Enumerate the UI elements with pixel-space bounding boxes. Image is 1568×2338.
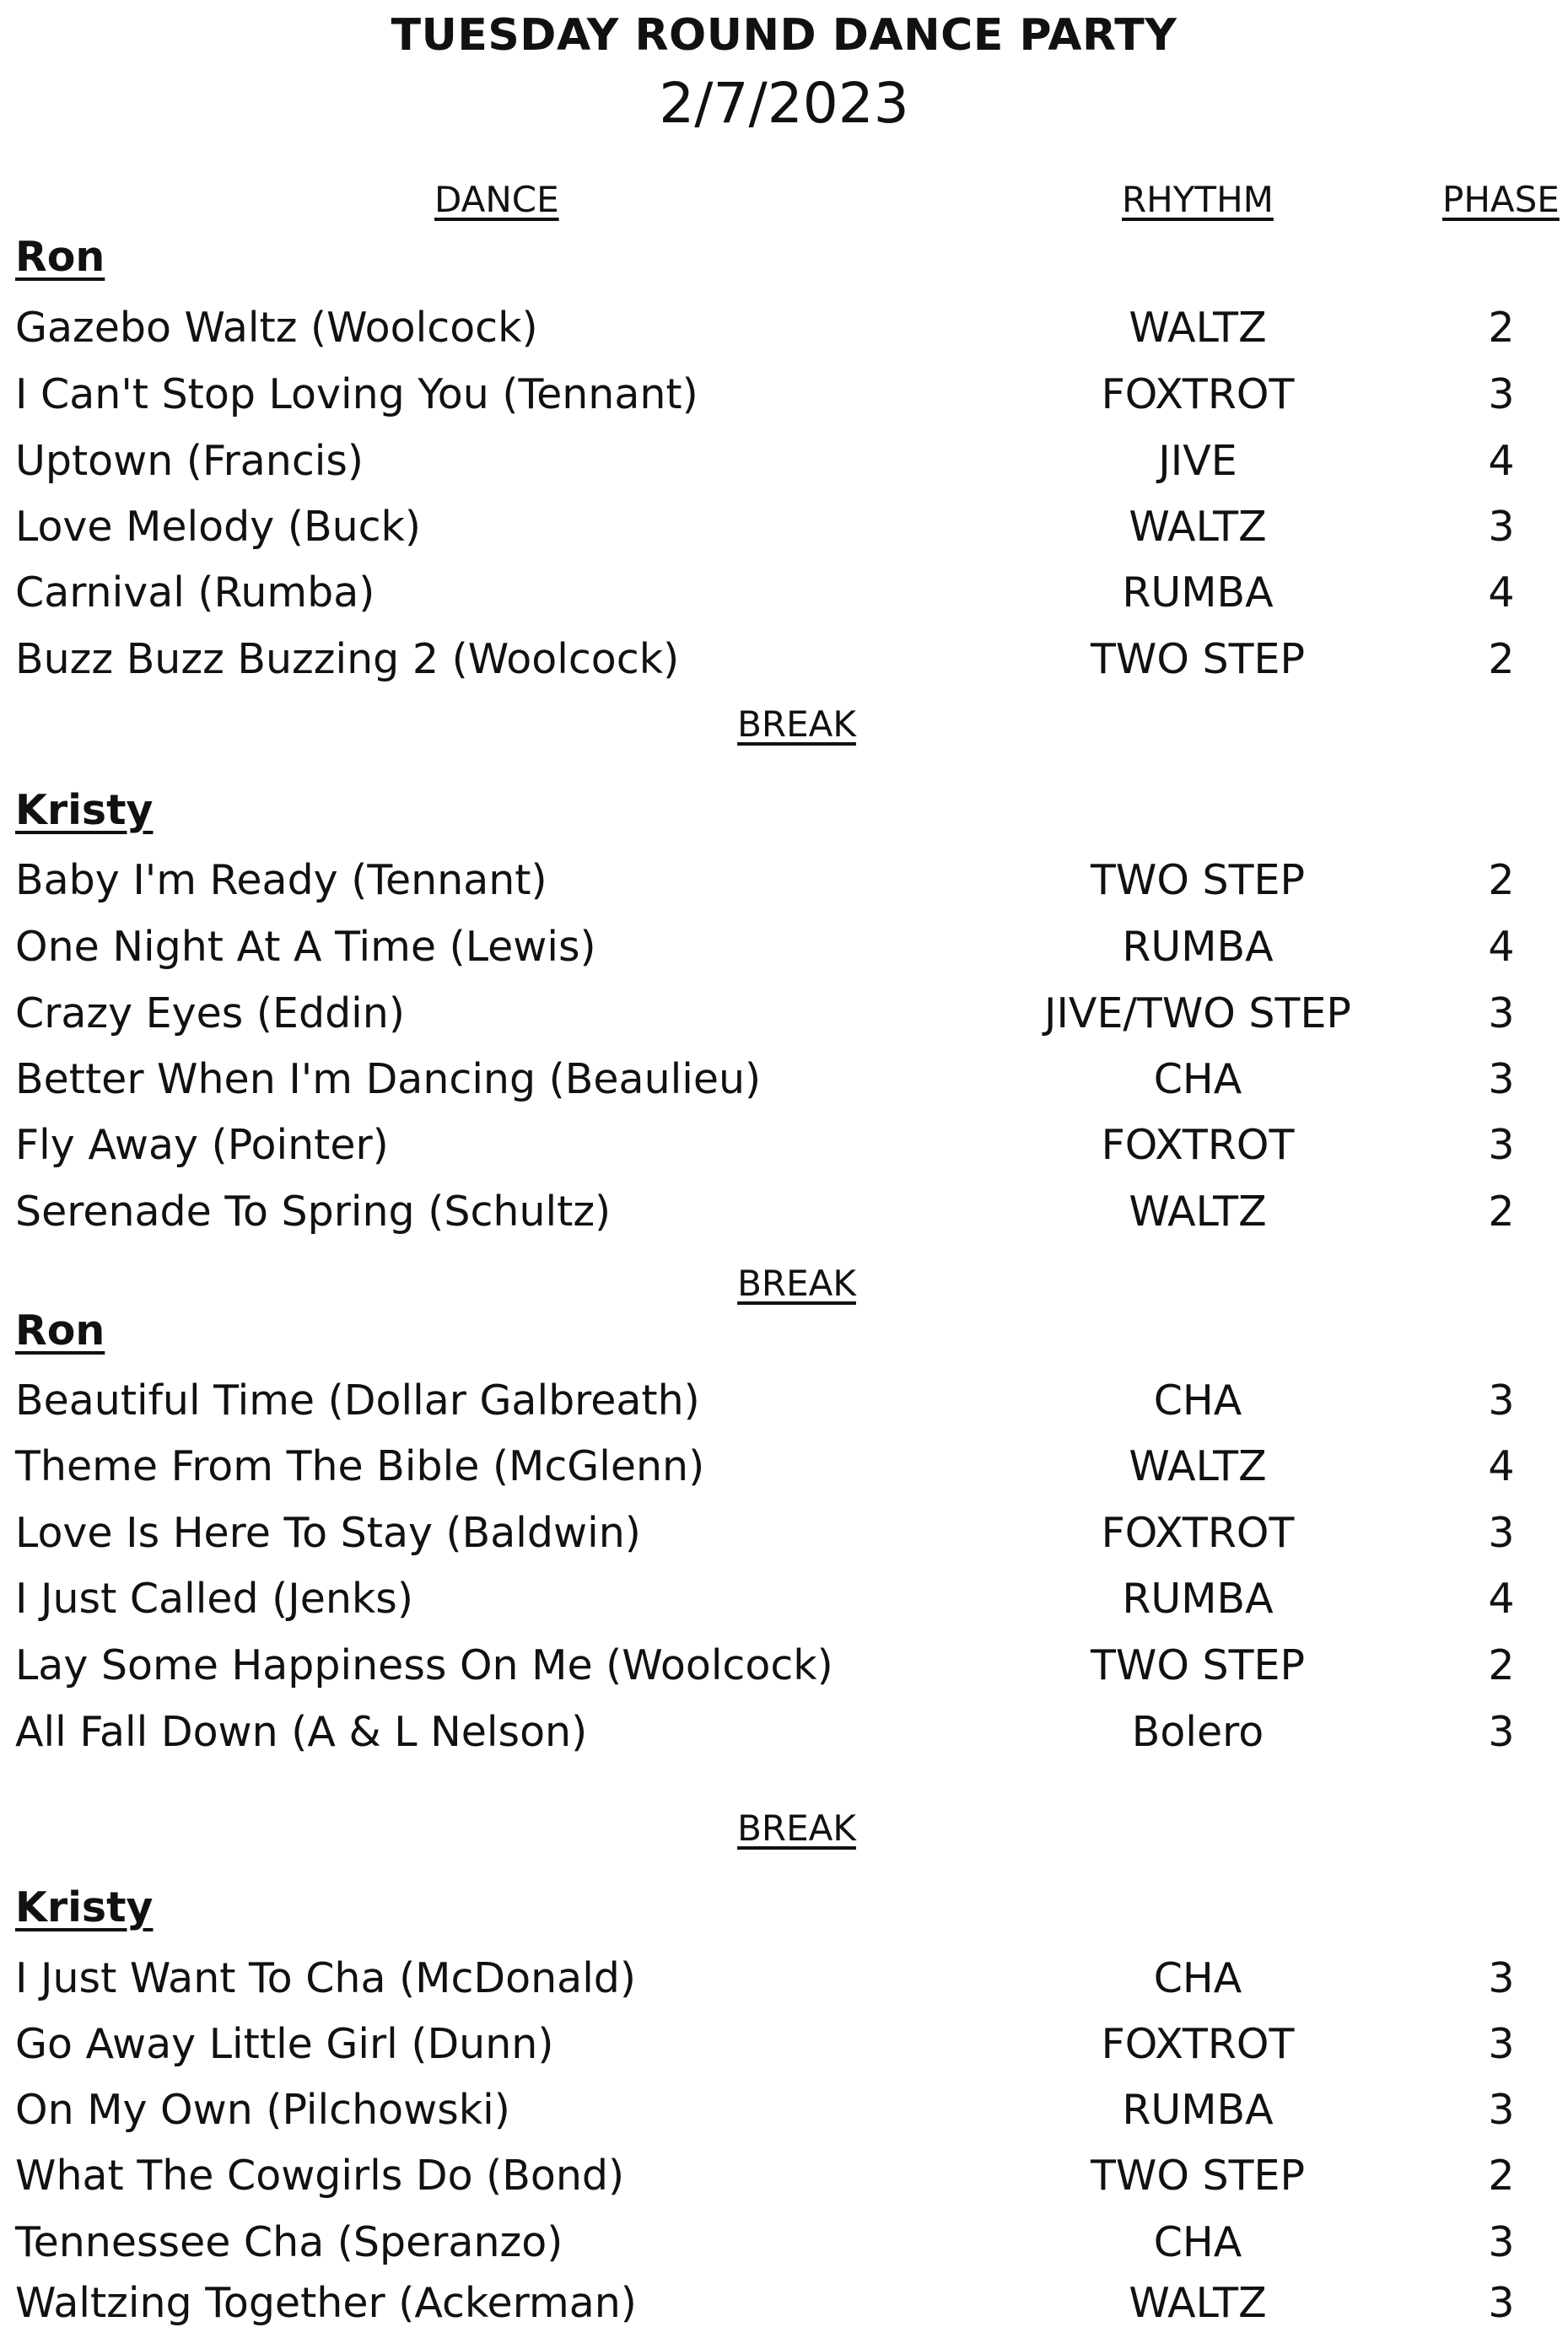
dance-rhythm: WALTZ	[1129, 304, 1267, 352]
dance-phase: 2	[1488, 1188, 1515, 1236]
dance-phase: 4	[1488, 437, 1515, 485]
caller-heading: Ron	[15, 233, 105, 281]
dance-row	[0, 561, 1568, 625]
dance-row	[0, 1369, 1568, 1433]
dance-phase: 3	[1488, 2086, 1515, 2134]
dance-phase: 4	[1488, 923, 1515, 971]
dance-phase: 3	[1488, 503, 1515, 551]
dance-row	[0, 1113, 1568, 1177]
dance-name: Carnival (Rumba)	[15, 568, 375, 617]
dance-name: Love Is Here To Stay (Baldwin)	[15, 1509, 641, 1557]
dance-row	[0, 495, 1568, 559]
dance-name: Baby I'm Ready (Tennant)	[15, 856, 547, 904]
break-label: BREAK	[737, 1807, 856, 1849]
dance-phase: 3	[1488, 989, 1515, 1037]
dance-name: I Can't Stop Loving You (Tennant)	[15, 370, 698, 418]
dance-phase: 3	[1488, 1954, 1515, 2002]
dance-name: Tennessee Cha (Speranzo)	[15, 2218, 563, 2266]
dance-row	[0, 2211, 1568, 2275]
dance-rhythm: TWO STEP	[1090, 2152, 1306, 2200]
dance-phase: 2	[1488, 1641, 1515, 1689]
event-date: 2/7/2023	[659, 71, 909, 136]
dance-name: Uptown (Francis)	[15, 437, 364, 485]
dance-rhythm: RUMBA	[1122, 923, 1274, 971]
dance-row	[0, 429, 1568, 493]
dance-row	[0, 915, 1568, 979]
dance-rhythm: RUMBA	[1122, 1575, 1274, 1623]
dance-phase: 3	[1488, 2279, 1515, 2327]
dance-phase: 3	[1488, 2218, 1515, 2266]
dance-row	[0, 1947, 1568, 2011]
dance-name: On My Own (Pilchowski)	[15, 2086, 510, 2134]
dance-row	[0, 982, 1568, 1046]
dance-rhythm: RUMBA	[1122, 568, 1274, 617]
dance-phase: 2	[1488, 304, 1515, 352]
dance-row	[0, 1048, 1568, 1112]
dance-row	[0, 848, 1568, 913]
dance-name: Crazy Eyes (Eddin)	[15, 989, 405, 1037]
dance-row	[0, 1700, 1568, 1764]
dance-rhythm: TWO STEP	[1090, 1641, 1306, 1689]
dance-row	[0, 1501, 1568, 1565]
dance-rhythm: CHA	[1153, 1376, 1242, 1425]
dance-phase: 3	[1488, 1055, 1515, 1103]
column-header-rhythm: RHYTHM	[1122, 179, 1274, 220]
dance-rhythm: FOXTROT	[1101, 370, 1295, 418]
dance-row	[0, 2012, 1568, 2077]
caller-heading: Kristy	[15, 1883, 154, 1931]
dance-name: Gazebo Waltz (Woolcock)	[15, 304, 538, 352]
dance-rhythm: CHA	[1153, 2218, 1242, 2266]
dance-rhythm: JIVE	[1158, 437, 1237, 485]
dance-name: Love Melody (Buck)	[15, 503, 422, 551]
dance-phase: 4	[1488, 1442, 1515, 1490]
dance-name: Fly Away (Pointer)	[15, 1121, 389, 1169]
dance-name: Theme From The Bible (McGlenn)	[15, 1442, 705, 1490]
dance-row	[0, 1634, 1568, 1698]
dance-phase: 3	[1488, 2020, 1515, 2068]
dance-name: I Just Called (Jenks)	[15, 1575, 413, 1623]
dance-rhythm: WALTZ	[1129, 503, 1267, 551]
dance-rhythm: FOXTROT	[1101, 2020, 1295, 2068]
column-header-phase: PHASE	[1442, 179, 1560, 220]
dance-name: Lay Some Happiness On Me (Woolcock)	[15, 1641, 833, 1689]
dance-phase: 4	[1488, 1575, 1515, 1623]
dance-row	[0, 363, 1568, 427]
dance-rhythm: CHA	[1153, 1954, 1242, 2002]
caller-heading: Ron	[15, 1306, 105, 1355]
dance-rhythm: CHA	[1153, 1055, 1242, 1103]
dance-rhythm: RUMBA	[1122, 2086, 1274, 2134]
dance-rhythm: TWO STEP	[1090, 856, 1306, 904]
dance-name: Serenade To Spring (Schultz)	[15, 1188, 612, 1236]
dance-name: Go Away Little Girl (Dunn)	[15, 2020, 554, 2068]
dance-row	[0, 2144, 1568, 2208]
dance-phase: 3	[1488, 370, 1515, 418]
dance-row	[0, 2078, 1568, 2142]
dance-rhythm: WALTZ	[1129, 1188, 1267, 1236]
dance-rhythm: TWO STEP	[1090, 635, 1306, 683]
dance-row	[0, 2271, 1568, 2335]
dance-name: One Night At A Time (Lewis)	[15, 923, 596, 971]
break-label: BREAK	[737, 1263, 856, 1304]
dance-phase: 3	[1488, 1376, 1515, 1425]
dance-rhythm: Bolero	[1131, 1708, 1264, 1756]
dance-rhythm: JIVE/TWO STEP	[1044, 989, 1351, 1037]
dance-row	[0, 1567, 1568, 1631]
dance-row	[0, 628, 1568, 692]
dance-rhythm: WALTZ	[1129, 1442, 1267, 1490]
dance-row	[0, 1435, 1568, 1499]
dance-rhythm: WALTZ	[1129, 2279, 1267, 2327]
dance-name: Beautiful Time (Dollar Galbreath)	[15, 1376, 700, 1425]
column-header-dance: DANCE	[434, 179, 559, 220]
page-title: TUESDAY ROUND DANCE PARTY	[391, 10, 1177, 61]
dance-phase: 3	[1488, 1509, 1515, 1557]
dance-name: All Fall Down (A & L Nelson)	[15, 1708, 588, 1756]
dance-name: What The Cowgirls Do (Bond)	[15, 2152, 625, 2200]
dance-rhythm: FOXTROT	[1101, 1509, 1295, 1557]
dance-rhythm: FOXTROT	[1101, 1121, 1295, 1169]
dance-name: I Just Want To Cha (McDonald)	[15, 1954, 637, 2002]
dance-row	[0, 1180, 1568, 1244]
dance-phase: 3	[1488, 1708, 1515, 1756]
dance-phase: 4	[1488, 568, 1515, 617]
dance-phase: 3	[1488, 1121, 1515, 1169]
dance-name: Waltzing Together (Ackerman)	[15, 2279, 637, 2327]
dance-row	[0, 296, 1568, 360]
dance-phase: 2	[1488, 635, 1515, 683]
dance-name: Better When I'm Dancing (Beaulieu)	[15, 1055, 762, 1103]
dance-name: Buzz Buzz Buzzing 2 (Woolcock)	[15, 635, 680, 683]
caller-heading: Kristy	[15, 786, 154, 834]
break-label: BREAK	[737, 703, 856, 745]
dance-phase: 2	[1488, 2152, 1515, 2200]
dance-phase: 2	[1488, 856, 1515, 904]
